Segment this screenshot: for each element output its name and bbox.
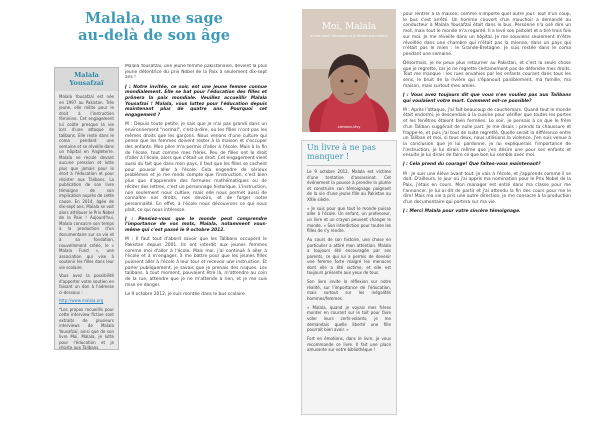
question-1: J : Notre invitée, ce soir, est une jeune femme connue mondialement. Elle se bat pour l'éducation des filles et prônera la paix mondiale. Veuillez accueillir Malala Yousafzaï ! Malala, vous luttez pour l'éducation depuis maintenant plus de quatre ans. Pourquoi cet engagement ? [125, 84, 267, 119]
box-paragraph-3: Au cours de son histoire, une chose en particulier a attiré mon attention. Malala a toujours été encouragée par ses parents, ce qui lui a permis de devenir une femme forte malgré les menaces dont elle a été victime, et elle est toujours présente aux yeux de tous. [307, 236, 391, 276]
article-title [40, 10, 268, 44]
title-line-1: Malala, une sage [85, 10, 223, 27]
box-paragraph-1: Le 9 octobre 2012, Malala est victime d'une tentative d'assassinat. Cet événement la pousse à prendre la plume et construire son témoignage poignant de la vie d'une jeune fille au Pakistan au XXIe siècle. [307, 169, 391, 202]
box-paragraph-5: « Malala, quand je voyais mes frères monter en courant sur le toit pour faire voler leurs cerfs-volants, je me demandais quelle liberté une fille pourrait bien avoir. » [307, 304, 391, 333]
answer-4: M : Je suis une élève avant tout. Je vais à l'école, et j'apprends comme il se doit. D'ailleurs, le jour où j'ai appris ma nomination pour le Prix Nobel de la Paix, j'étais en cours. Mon manager est entré dans ma classe pour me l'annoncer. Je lui ai dit de partir et j'ai attendu la fin des cours pour me le dire! Mais ma vie a pris une autre direction, je me consacre à la production d'un documentaire qui portera sur ma vie. [403, 171, 571, 206]
answer-2: M : Il faut tout d'abord savoir que les Talibans occupent le Pakistan depuis 2001. Ils ont interdit aux jeunes femmes comme moi d'aller à l'école. Mais moi, j'ai continué à aller à l'école et à m'engager, à me battre pour que les jeunes filles puissent aller à l'école à leur tour et recevoir une instruction. Et parler publiquement, je savais que je prenais des risques. Les talibans, à tout moment, pouvaient être là, m'attendre au coin de la rue, attendre que je ne m'attende à rien, et je me suis mise en danger. [125, 237, 267, 288]
answer-2-continued: Le 9 octobre 2012, je suis montée dans le bus scolaire [125, 291, 245, 297]
book-cover-image [302, 9, 396, 132]
question-2: J : Pensiez-vous que le monde peut comprendre l'importance de vos mots, Malala, notamment vous-même qui c'est passé le 9 octobre 2012. [125, 216, 267, 234]
question-5: J : Merci Malala pour votre sincère témoignage. [403, 209, 521, 215]
answer-3: M : Après l'attaque, j'ai fait beaucoup de cauchemars. Quand tout le monde était endormi, je descendais à la cuisine pour vérifier que toutes les portes et les fenêtres étaient bien fermées. Le soir, je pensais à ce que le frère d'un Taliban suggérait de nulle part. Je me disais : prends ta chaussure et frappe-le, et puis j'ai tout de suite regretté. Quelle serait la différence entre un Taliban et moi, si tous deux, nous utilisions la violence. J'en suis venue à la conclusion que je lui pardonne, je lui expliquerais l'importance de l'instruction, je lui dirais même que j'en désire une pour ses enfants et ensuite je lui dirais de faire ce que bon lui semble avec moi. [403, 107, 571, 159]
book-review-box [301, 140, 397, 415]
question-3: J : Vous avez toujours dit que vous n'en vouliez pas aux Talibans qui voulaient votre mort. Comment est-ce possible? [403, 92, 571, 104]
sidebar-donate: Vous avez la possibilité d'apporter votre soutien en faisant un don à l'adresse ci-dessous : [59, 273, 114, 295]
bio-sidebar [54, 67, 119, 350]
sidebar-body [55, 91, 118, 350]
answer-2-part-3: pour rentrer à la maison, comme n'importe quel autre jour. Tout d'un coup, le bus s'est arrêté. Un homme couvert d'un mouchoir a demandé au conducteur à Malala Yousafzaï était dans le bus. Personne n'a osé dire un mot, mais tout le monde m'a regardé. Il a levé son pistolet et a tiré trois fois sur moi. Je me réveille dans un hôpital. Je me souviens seulement m'être réveillée dans une chambre qui n'était pas la mienne, dans un pays qui n'était pas le mien : le Grande-Bretagne. Je suis restée dans le coma pendant une semaine. [403, 12, 571, 57]
sidebar-disclaimer: *Les propos recueillis pour cette interview fictive sont extraits de plusieurs interviews de Malala Yousafzaï, ainsi que de son livre Moi, Malala, je lutte pour l'éducation et je résiste aux Talibans. [59, 306, 114, 350]
sidebar-title: Malala Yousafzaï [55, 68, 118, 91]
sidebar-bio: Malala Yousafzaï est née en 1997 au Pakistan. Très jeune, elle milite pour le droit à l'instruction féminine. Cet engagement lui coûte presque la vie lors d'une attaque de talibans. Elle reste dans le coma pendant une semaine et se réveille dans un hôpital en Angleterre. Malala ne recule devant aucune pression et lutte plus que jamais pour le droit à l'éducation et pour résister aux Talibans. La publication de son livre témoigne de son implication auprès de cette cause. En 2014, âgée de dix-sept ans, Malala se voit alors attribuer le Prix Nobel de la Paix ! Aujourd'hui, Malala consacre son temps à la production d'un documentaire sur sa vie et à sa fondation, nouvellement créée, le « Malala Fund », une association qui vise à soutenir les filles dans leur vie scolaire. [59, 94, 114, 270]
cover-publisher: calmann-lévy [337, 125, 361, 129]
question-4: J : Cela prend du courage! Que faites-vous maintenant? [403, 162, 541, 168]
title-line-2: au-delà de son âge [78, 27, 230, 44]
interview-intro: Malala Yousafzaï, une jeune femme pakistanaise, devient la plus jeune détentrice du prix Nobel de la Paix à seulement dix-sept ans ! [125, 64, 267, 81]
donation-link[interactable]: http://www.malala.org [59, 298, 104, 303]
cover-subtitle: je lutte pour l'éducation et je résiste aux talibans [309, 34, 389, 38]
box-divider [307, 165, 391, 166]
box-paragraph-4: Son livre invite la réflexion sur notre réalité, sur l'importance de l'éducation, mais surtout sur les inégalités hommes/femmes. [307, 279, 391, 302]
box-paragraph-6: Fort en émotions, dans le livre, je vous recommande ce livre. Il fait une place amusante sur votre bibliothèque ! [307, 335, 391, 353]
box-body [302, 169, 396, 353]
box-paragraph-2: « Je suis pour que tout le monde puisse aller à l'école. Un enfant, un professeur, un livre et un crayon peuvent changer le monde. » Son interdiction pour toutes les filles de s'y rendre. [307, 205, 391, 234]
interview-column-2 [403, 12, 571, 417]
cover-title: Moi, Malala [321, 22, 377, 32]
answer-2-part-4: Désormais, je ne peux plus retourner au Pakistan, et c'est la seule chose que je regrette, car je ne regrette certainement pas de défendre mes droits. Tout me manque : les rues envahies par les enfants courant dans tous les sens, le bruit de la rivière qui s'épanouit paisiblement, ma famille, ma maison, mais surtout mes amies. [403, 61, 571, 89]
book-cover-photo [302, 9, 396, 132]
answer-1: M : Depuis toute petite, je sais que je n'ai pas grandi dans un environnement "normal", c'est-à-dire, où les filles n'ont pas les mêmes droits que les garçons. Nous venons d'une culture qui pense que les femmes doivent rester à la maison et s'occuper des enfants. Mon père m'a permis d'aller à l'école. Mais à la fin de l'école, tout comme mes frères. Peu de filles ont le droit d'aller à l'école, alors que c'était un droit. Cet engagement vient aussi du fait que dans mon pays, il faut que les filles se cachent pour pouvoir aller à l'école. Cela engendre de sérieux problèmes et je me rends compte que l'instruction, c'est bien plus que d'apprendre des formules mathématiques ou de réciter des lettres, c'est un personnage historique. L'instruction, non seulement nous cultive, mais elle nous permet aussi de connaître nos droits, nos devoirs, et de forger notre personnalité. En effet, à l'école nous découvrons ce qui nous plaît, ce qui nous intéresse. [125, 122, 267, 213]
interview-column-1 [125, 64, 267, 419]
box-title: Un livre à ne pas manquer ! [307, 143, 376, 161]
